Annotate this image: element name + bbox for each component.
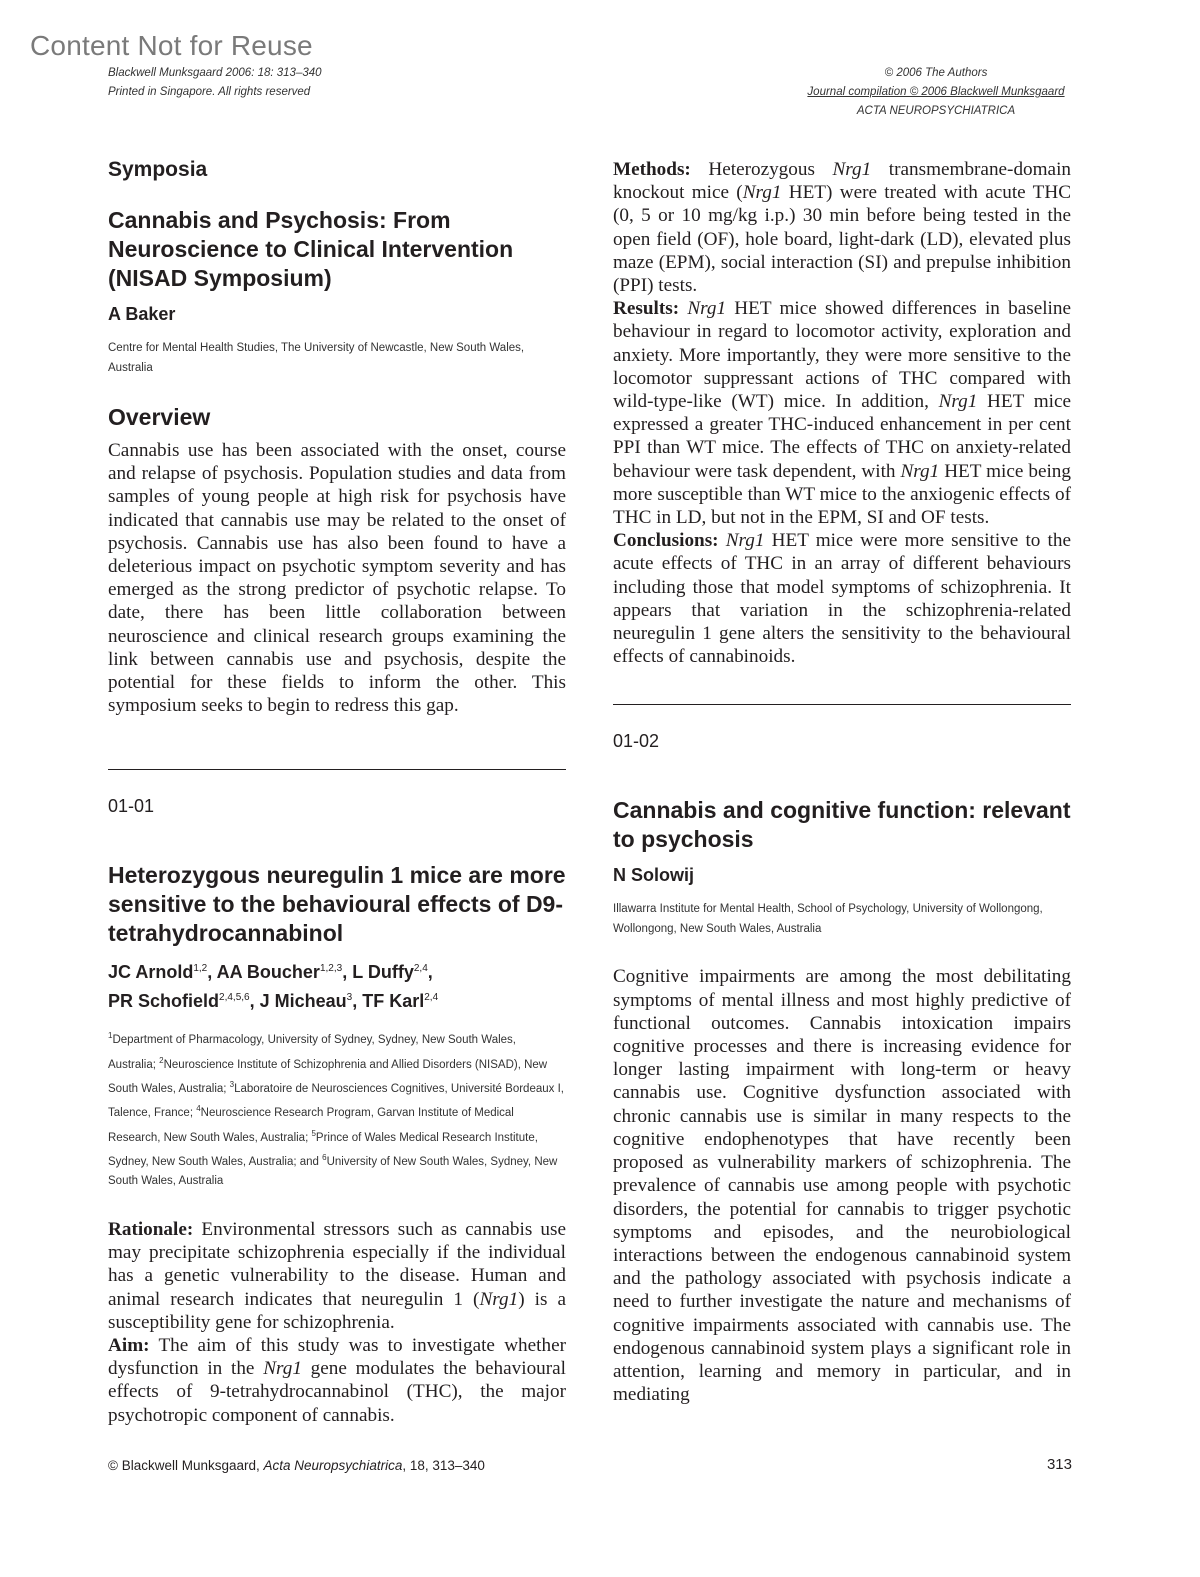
- affil-number: 4: [196, 1104, 201, 1114]
- watermark: Content Not for Reuse: [30, 30, 313, 61]
- rationale-text-end: ) is a susceptibility gene for schizophrenia.: [108, 1288, 566, 1333]
- right-column: [613, 158, 1071, 1406]
- journal-header-right: [800, 64, 1072, 121]
- footer-publisher: © Blackwell Munksgaard,: [108, 1458, 264, 1473]
- gene-name: Nrg1: [725, 530, 765, 552]
- abstract-title: Heterozygous neuregulin 1 mice are more sensitive to the behavioural effects of D9-tetrahydrocannabinol: [108, 862, 566, 947]
- header-compilation: Journal compilation © 2006 Blackwell Munksgaard: [807, 86, 1065, 98]
- rationale-text: Environmental stressors such as cannabis use may precipitate schizophrenia especially if the individual has a genetic vulnerability to the disease. Human and animal research indicates that neuregulin 1 (: [108, 1218, 566, 1310]
- abstract-author: N Solowij: [613, 865, 694, 886]
- affiliation: Prince of Wales Medical Research Institute, Sydney, New South Wales, Australia; and: [108, 1131, 538, 1168]
- rationale-label: Rationale:: [108, 1218, 194, 1240]
- author-affil-ref: 2,4: [424, 992, 439, 1004]
- abstract-affiliation: Illawarra Institute for Mental Health, School of Psychology, University of Wollongong, Wollongong, New South Wales, Australia: [613, 903, 1043, 935]
- header-copyright: © 2006 The Authors: [884, 67, 988, 79]
- abstract-authors: JC Arnold$^{1,2}$, AA Boucher$^{1,2,3}$, L Duffy$^{2,4}$, PR Schofield$^{2,4,5,6}$, J Micheau$^3$, TF Karl$^{2,4}$: [108, 962, 439, 1012]
- results-text: HET mice expressed a greater THC-induced enhancement in per cent PPI than WT mice. The effects of THC on anxiety-related behaviour were task dependent, with: [613, 391, 1071, 482]
- affil-number: 2: [159, 1055, 164, 1065]
- affil-number: 6: [322, 1153, 327, 1163]
- methods-text: Heterozygous: [690, 159, 833, 180]
- journal-header-left: [108, 64, 322, 102]
- page-number: 313: [1046, 1456, 1072, 1473]
- header-journal: ACTA NEUROPSYCHIATRICA: [856, 105, 1016, 117]
- author-name: TF Karl: [362, 991, 425, 1012]
- left-column: [108, 158, 566, 1427]
- gene-name: Nrg1: [938, 391, 978, 413]
- aim-text-end: gene modulates the behavioural effects of 9-tetrahydrocannabinol (THC), the major psychotropic component of cannabis.: [108, 1358, 566, 1426]
- abstract-text: Cognitive impairments are among the most debilitating symptoms of mental illness and most highly predictive of functional outcomes. Cannabis intoxication impairs cognitive processes and there is increasing evidence for longer lasting impairment with long-term or heavy cannabis use. Cognitive dysfunction associated with chronic cannabis use is similar in many respects to the cognitive endophenotypes that have recently been proposed as vulnerability markers of schizophrenia. The prevalence of cannabis use among people with psychotic disorders, the potential for cannabis to trigger psychotic symptoms and episodes, and the neurobiological interactions between the endogenous cannabinoid system and the pathology associated with psychosis indicate a need to further investigate the nature and mechanisms of cognitive impairments associated with cannabis use. The endogenous cannabinoid system plays a significant role in attention, learning and memory in particular, and in mediating: [613, 966, 1071, 1406]
- methods-text: transmembrane-domain knockout mice (: [613, 159, 1072, 204]
- author-affil-ref: 2,4: [413, 963, 428, 975]
- aim-label: Aim:: [108, 1334, 150, 1356]
- author-name: J Micheau: [259, 991, 347, 1012]
- gene-name: Nrg1: [263, 1358, 302, 1380]
- gene-name: Nrg1: [900, 460, 940, 482]
- methods-text: HET) were treated with acute THC (0, 5 or 10 mg/kg i.p.) 30 min before being tested in the open field (OF), hole board, light-dark (LD), elevated plus maze (EPM), social interaction (SI) and prepulse inhibition (PPI) tests.: [613, 182, 1071, 297]
- methods-label: Methods:: [613, 159, 691, 180]
- rationale-paragraph: [108, 1218, 566, 1427]
- section-divider: [108, 769, 566, 770]
- conclusions-label: Conclusions:: [613, 530, 719, 552]
- affiliation: Neuroscience Institute of Schizophrenia and Allied Disorders (NISAD), New South Wales, Australia;: [108, 1058, 548, 1095]
- affil-number: 5: [311, 1128, 316, 1138]
- results-label: Results:: [613, 298, 680, 320]
- affiliation: Laboratoire de Neurosciences Cognitives, Université Bordeaux I, Talence, France;: [108, 1082, 564, 1120]
- abstract-body-continued: [613, 158, 1071, 668]
- affil-number: 3: [229, 1080, 235, 1090]
- abstract-code: 01-01: [108, 796, 155, 817]
- affil-number: 1: [108, 1031, 113, 1041]
- affiliation: Department of Pharmacology, University of Sydney, Sydney, New South Wales, Australia;: [108, 1034, 516, 1071]
- abstract-title: Cannabis and cognitive function: relevant to psychosis: [613, 797, 1071, 853]
- gene-name: Nrg1: [832, 159, 872, 180]
- author-name: L Duffy: [352, 962, 414, 983]
- affiliation: University of New South Wales, Sydney, New South Wales, Australia: [108, 1155, 558, 1188]
- gene-name: Nrg1: [742, 182, 782, 204]
- overview-heading: Overview: [108, 404, 211, 430]
- author-affil-ref: 1,2: [193, 963, 208, 975]
- symposium-title: Cannabis and Psychosis: From Neuroscience to Clinical Intervention (NISAD Symposium): [108, 207, 514, 291]
- footer-citation: [108, 1458, 485, 1473]
- symposium-author: A Baker: [108, 304, 176, 324]
- section-divider: [613, 704, 1071, 705]
- header-citation: Blackwell Munksgaard 2006: 18: 313–340: [108, 67, 322, 79]
- gene-name: Nrg1: [479, 1288, 519, 1310]
- author-affil-ref: 3: [346, 992, 353, 1004]
- footer-journal: Acta Neuropsychiatrica: [263, 1458, 403, 1473]
- abstract-affiliations: [108, 1026, 566, 1191]
- author-affil-ref: 1,2,3: [319, 963, 343, 975]
- affiliation: Neuroscience Research Program, Garvan Institute of Medical Research, New South Wales, Australia;: [108, 1107, 514, 1144]
- author-affil-ref: 2,4,5,6: [219, 992, 250, 1004]
- conclusions-text: HET mice were more sensitive to the acute effects of THC in an array of different behaviours including those that model symptoms of schizophrenia. It appears that variation in the schizophrenia-related neuregulin 1 gene alters the sensitivity to the behavioural effects of cannabinoids.: [613, 530, 1071, 668]
- section-label: Symposia: [108, 158, 208, 181]
- footer-volume: , 18, 313–340: [402, 1458, 485, 1473]
- author-name: PR Schofield: [108, 991, 220, 1012]
- author-name: JC Arnold: [108, 962, 194, 983]
- gene-name: Nrg1: [687, 298, 727, 320]
- abstract-code: 01-02: [613, 731, 660, 752]
- results-text: HET mice showed differences in baseline behaviour in regard to locomotor activity, exploration and anxiety. More importantly, they were more sensitive to the locomotor suppressant actions of THC compared with wild-type-like (WT) mice. In addition,: [613, 298, 1071, 413]
- header-rights: Printed in Singapore. All rights reserved: [108, 86, 311, 98]
- aim-text: The aim of this study was to investigate whether dysfunction in the: [108, 1334, 566, 1380]
- overview-text: Cannabis use has been associated with the onset, course and relapse of psychosis. Population studies and data from samples of young people at high risk for psychosis have indicated that cannabis use may be related to the onset of psychosis. Cannabis use has also been found to have a deleterious impact on psychotic symptom severity and has emerged as the strong predictor of psychotic relapse. To date, there has been little collaboration between neuroscience and clinical research groups examining the link between cannabis use and psychosis, despite the potential for these fields to inform the other. This symposium seeks to begin to redress this gap.: [108, 440, 566, 717]
- author-name: AA Boucher: [216, 962, 320, 983]
- results-text: HET mice being more susceptible than WT mice to the anxiogenic effects of THC in LD, but not in the EPM, SI and OF tests.: [613, 460, 1071, 529]
- symposium-affiliation: Centre for Mental Health Studies, The University of Newcastle, New South Wales, Australia: [108, 342, 525, 374]
